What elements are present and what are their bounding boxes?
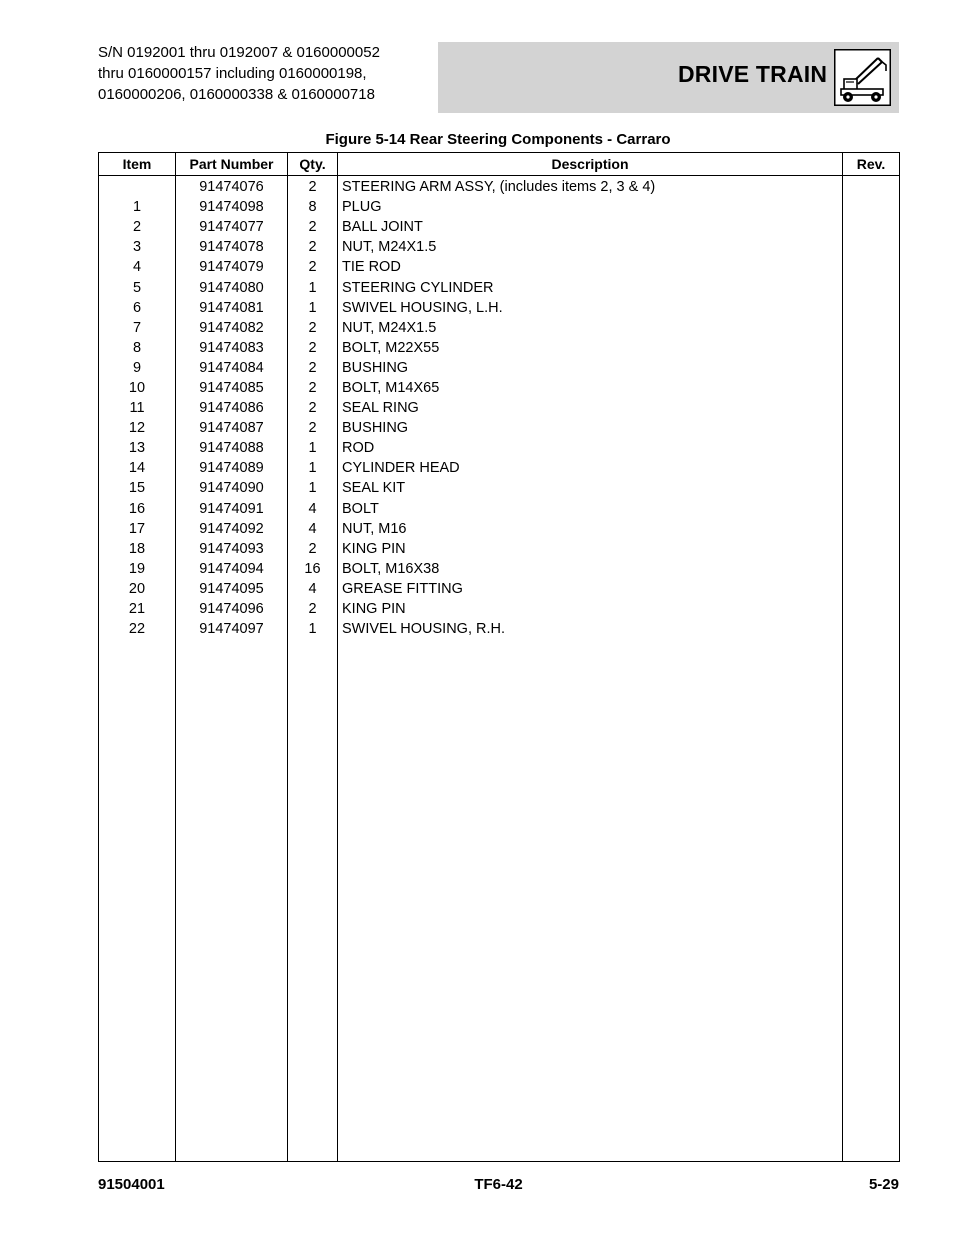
cell-qty: 16 (288, 559, 338, 579)
figure-title: Figure 5-14 Rear Steering Components - Carraro (325, 131, 671, 148)
cell-part-number: 91474077 (176, 217, 288, 237)
cell-item: 9 (99, 358, 176, 378)
page-footer (98, 1176, 899, 1196)
cell-rev (843, 599, 900, 619)
cell-rev (843, 298, 900, 318)
cell-description: SWIVEL HOUSING, R.H. (338, 619, 843, 639)
cell-qty: 1 (288, 277, 338, 297)
table-row (99, 318, 900, 338)
section-title: DRIVE TRAIN (678, 61, 828, 87)
cell-description: ROD (338, 438, 843, 458)
column-header-rev: Rev. (843, 153, 900, 176)
cell-rev (843, 237, 900, 257)
cell-item: 13 (99, 438, 176, 458)
table-row (99, 338, 900, 358)
table-row (99, 539, 900, 559)
cell-qty: 1 (288, 438, 338, 458)
cell-description: SEAL RING (338, 398, 843, 418)
cell-part-number: 91474080 (176, 277, 288, 297)
cell-item: 20 (99, 579, 176, 599)
table-row (99, 257, 900, 277)
cell-rev (843, 438, 900, 458)
table-row (99, 519, 900, 539)
cell-qty: 2 (288, 418, 338, 438)
cell-part-number: 91474087 (176, 418, 288, 438)
table-row (99, 277, 900, 297)
footer-document-number: 91504001 (98, 1176, 165, 1193)
cell-qty: 4 (288, 579, 338, 599)
cell-item: 14 (99, 458, 176, 478)
cell-item (99, 176, 176, 198)
footer-model: TF6-42 (474, 1176, 523, 1193)
cell-description: SWIVEL HOUSING, L.H. (338, 298, 843, 318)
cell-item: 19 (99, 559, 176, 579)
section-header (438, 42, 899, 113)
table-row (99, 579, 900, 599)
table-row (99, 619, 900, 639)
cell-qty: 1 (288, 458, 338, 478)
table-row (99, 499, 900, 519)
table-row (99, 298, 900, 318)
cell-qty: 1 (288, 298, 338, 318)
cell-rev (843, 499, 900, 519)
parts-table-body (99, 176, 900, 1162)
table-row (99, 378, 900, 398)
column-header-item: Item (99, 153, 176, 176)
cell-part-number: 91474079 (176, 257, 288, 277)
cell-description: BOLT, M14X65 (338, 378, 843, 398)
cell-part-number: 91474089 (176, 458, 288, 478)
cell-qty: 2 (288, 539, 338, 559)
cell-description: BOLT, M22X55 (338, 338, 843, 358)
cell-item: 10 (99, 378, 176, 398)
cell-part-number: 91474081 (176, 298, 288, 318)
cell-description: KING PIN (338, 599, 843, 619)
cell-item: 21 (99, 599, 176, 619)
cell-item: 18 (99, 539, 176, 559)
cell-item: 3 (99, 237, 176, 257)
cell-description: BOLT, M16X38 (338, 559, 843, 579)
cell-item: 7 (99, 318, 176, 338)
cell-part-number: 91474098 (176, 197, 288, 217)
cell-item: 8 (99, 338, 176, 358)
footer-page-number: 5-29 (868, 1176, 899, 1193)
cell-description: STEERING CYLINDER (338, 277, 843, 297)
table-header-row (99, 153, 900, 176)
cell-rev (843, 378, 900, 398)
cell-description: TIE ROD (338, 257, 843, 277)
cell-qty: 4 (288, 499, 338, 519)
cell-item: 22 (99, 619, 176, 639)
cell-rev (843, 217, 900, 237)
cell-description: BUSHING (338, 418, 843, 438)
table-row (99, 217, 900, 237)
cell-description: BUSHING (338, 358, 843, 378)
cell-description: STEERING ARM ASSY, (includes items 2, 3 & 4) (338, 176, 843, 198)
table-row (99, 599, 900, 619)
cell-part-number: 91474078 (176, 237, 288, 257)
cell-qty: 2 (288, 318, 338, 338)
cell-qty: 2 (288, 176, 338, 198)
cell-rev (843, 559, 900, 579)
cell-qty: 4 (288, 519, 338, 539)
cell-part-number: 91474092 (176, 519, 288, 539)
column-header-description: Description (338, 153, 843, 176)
cell-qty: 2 (288, 257, 338, 277)
cell-rev (843, 619, 900, 639)
cell-qty: 2 (288, 338, 338, 358)
cell-description: BOLT (338, 499, 843, 519)
cell-part-number: 91474094 (176, 559, 288, 579)
cell-part-number: 91474082 (176, 318, 288, 338)
cell-rev (843, 539, 900, 559)
cell-part-number: 91474086 (176, 398, 288, 418)
cell-rev (843, 318, 900, 338)
serial-line: S/N 0192001 thru 0192007 & 0160000052 (98, 44, 380, 61)
cell-item: 15 (99, 478, 176, 498)
cell-item: 1 (99, 197, 176, 217)
cell-item: 11 (99, 398, 176, 418)
cell-item: 16 (99, 499, 176, 519)
cell-description: CYLINDER HEAD (338, 458, 843, 478)
cell-rev (843, 338, 900, 358)
serial-line: thru 0160000157 including 0160000198, (98, 65, 367, 82)
cell-item: 5 (99, 277, 176, 297)
cell-description: PLUG (338, 197, 843, 217)
parts-table (98, 152, 900, 1162)
cell-part-number: 91474076 (176, 176, 288, 198)
cell-rev (843, 478, 900, 498)
cell-part-number: 91474096 (176, 599, 288, 619)
table-row (99, 559, 900, 579)
cell-qty: 2 (288, 217, 338, 237)
cell-rev (843, 197, 900, 217)
column-header-part-number: Part Number (176, 153, 288, 176)
cell-description: BALL JOINT (338, 217, 843, 237)
cell-part-number: 91474093 (176, 539, 288, 559)
table-row (99, 358, 900, 378)
cell-rev (843, 579, 900, 599)
table-row (99, 398, 900, 418)
cell-rev (843, 277, 900, 297)
cell-part-number: 91474084 (176, 358, 288, 378)
cell-description: GREASE FITTING (338, 579, 843, 599)
cell-qty: 8 (288, 197, 338, 217)
cell-qty: 1 (288, 478, 338, 498)
table-row (99, 478, 900, 498)
cell-qty: 2 (288, 378, 338, 398)
table-row (99, 438, 900, 458)
cell-rev (843, 257, 900, 277)
cell-part-number: 91474085 (176, 378, 288, 398)
table-row (99, 458, 900, 478)
cell-part-number: 91474083 (176, 338, 288, 358)
table-row (99, 418, 900, 438)
cell-qty: 2 (288, 398, 338, 418)
table-filler-row (99, 639, 900, 1161)
cell-part-number: 91474090 (176, 478, 288, 498)
cell-item: 6 (99, 298, 176, 318)
cell-qty: 1 (288, 619, 338, 639)
cell-item: 4 (99, 257, 176, 277)
cell-part-number: 91474088 (176, 438, 288, 458)
cell-rev (843, 358, 900, 378)
column-header-qty: Qty. (288, 153, 338, 176)
table-row (99, 197, 900, 217)
cell-rev (843, 458, 900, 478)
table-row (99, 237, 900, 257)
cell-item: 2 (99, 217, 176, 237)
cell-rev (843, 398, 900, 418)
cell-description: NUT, M16 (338, 519, 843, 539)
cell-part-number: 91474091 (176, 499, 288, 519)
cell-qty: 2 (288, 237, 338, 257)
cell-qty: 2 (288, 599, 338, 619)
cell-rev (843, 418, 900, 438)
telehandler-icon (834, 49, 891, 106)
cell-part-number: 91474095 (176, 579, 288, 599)
table-row (99, 176, 900, 198)
cell-description: NUT, M24X1.5 (338, 318, 843, 338)
cell-item: 12 (99, 418, 176, 438)
cell-description: KING PIN (338, 539, 843, 559)
serial-number-block (98, 42, 428, 105)
cell-description: SEAL KIT (338, 478, 843, 498)
cell-description: NUT, M24X1.5 (338, 237, 843, 257)
cell-rev (843, 176, 900, 198)
cell-qty: 2 (288, 358, 338, 378)
serial-line: 0160000206, 0160000338 & 0160000718 (98, 86, 375, 103)
cell-rev (843, 519, 900, 539)
cell-part-number: 91474097 (176, 619, 288, 639)
cell-item: 17 (99, 519, 176, 539)
